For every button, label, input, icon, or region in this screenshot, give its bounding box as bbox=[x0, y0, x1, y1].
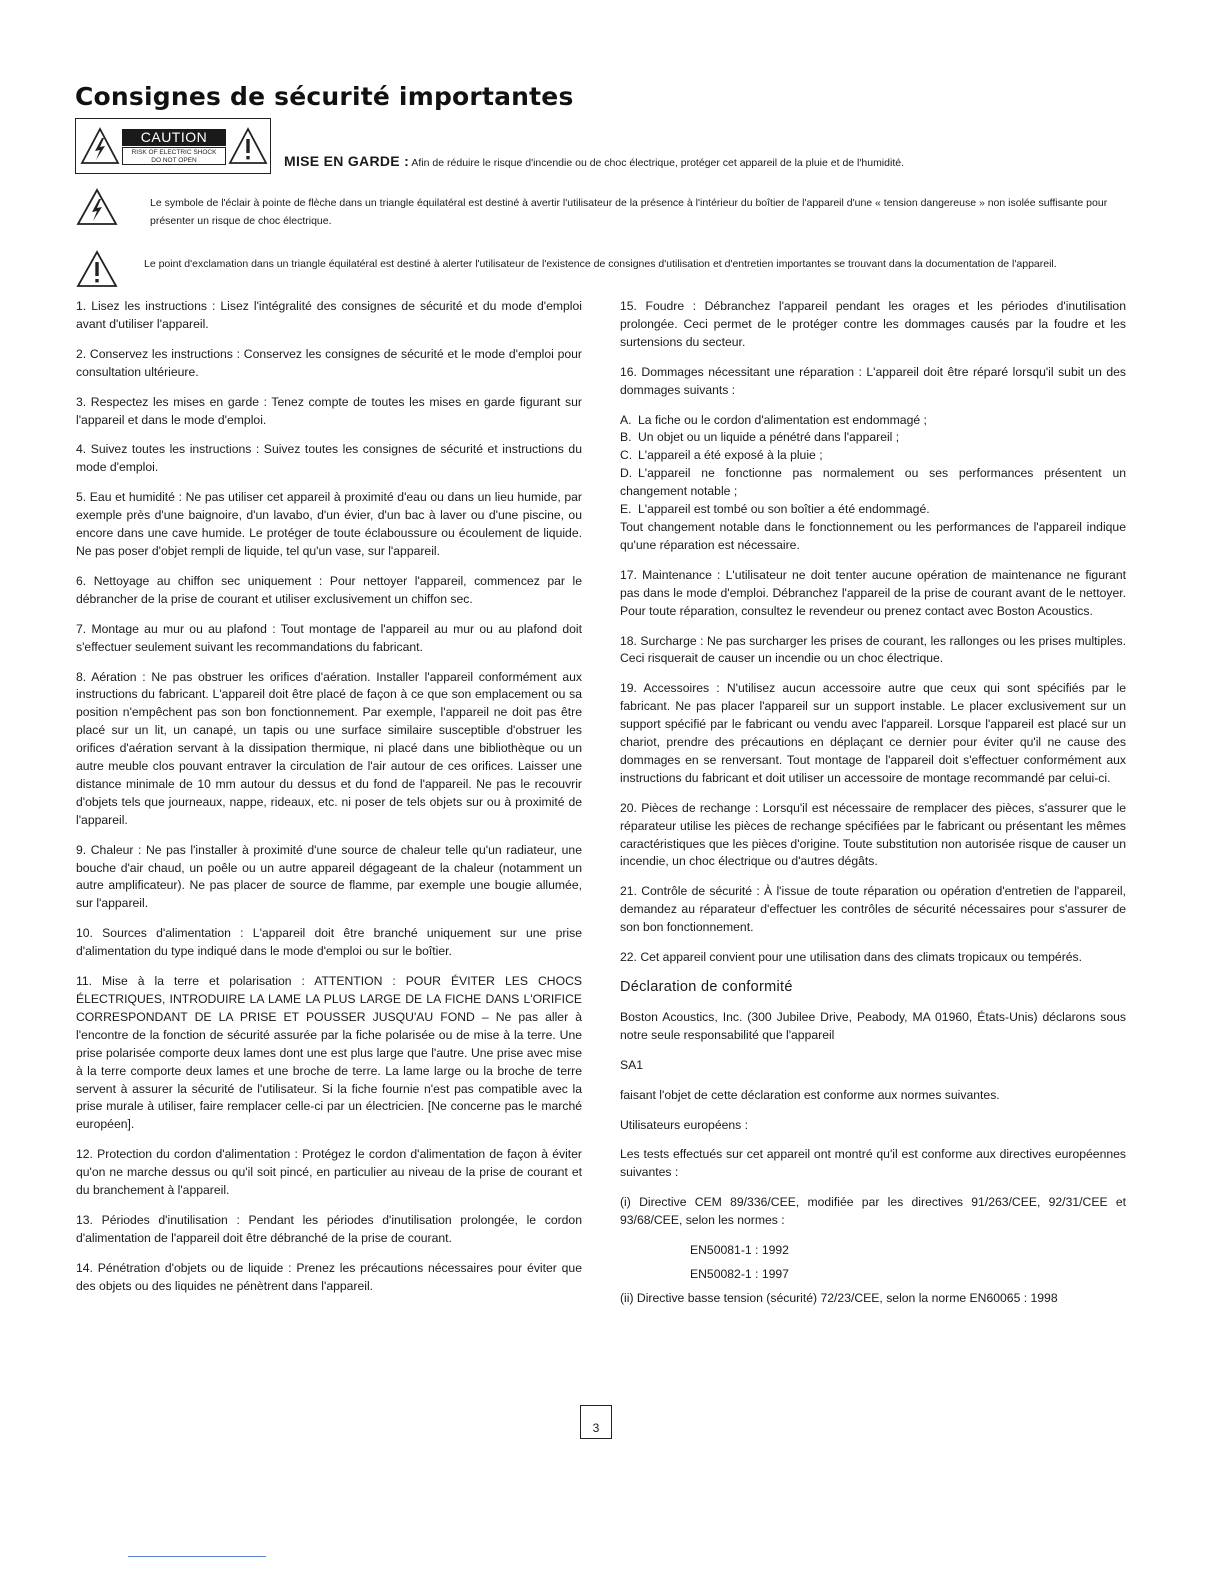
declaration-tests: Les tests effectués sur cet appareil ont montré qu'il est conforme aux directives européennes suivantes : bbox=[620, 1147, 1126, 1180]
safety-item-6: 6. Nettoyage au chiffon sec uniquement : Pour nettoyer l'appareil, commencez par le débrancher de la prise de courant et utiliser exclusivement un chiffon sec. bbox=[76, 573, 582, 606]
safety-item-2: 2. Conservez les instructions : Conservez les consignes de sécurité et le mode d'emploi pour consultation ultérieure. bbox=[76, 346, 582, 379]
damage-item: C. L'appareil a été exposé à la pluie ; bbox=[620, 448, 823, 463]
safety-item-14: 14. Pénétration d'objets ou de liquide : Prenez les précautions nécessaires pour éviter que des objets ou des liquides ne pénètrent dans l'appareil. bbox=[76, 1260, 582, 1293]
damage-item: A. La fiche ou le cordon d'alimentation est endommagé ; bbox=[620, 412, 927, 427]
safety-item-10: 10. Sources d'alimentation : L'appareil doit être branché uniquement sur une prise d'alimentation du type indiqué dans le mode d'emploi ou sur le boîtier. bbox=[76, 926, 582, 959]
safety-item-7: 7. Montage au mur ou au plafond : Tout montage de l'appareil au mur ou au plafond doit s'effectuer seulement suivant les recommandations du fabricant. bbox=[76, 621, 582, 654]
safety-item-13: 13. Périodes d'inutilisation : Pendant les périodes d'inutilisation prolongée, le cordon d'alimentation de l'appareil doit être débranché de la prise de courant. bbox=[76, 1212, 582, 1245]
safety-item-11: 11. Mise à la terre et polarisation : ATTENTION : POUR ÉVITER LES CHOCS ÉLECTRIQUES, INTRODUIRE LA LAME LA PLUS LARGE DE LA FICHE DANS L'ORIFICE CORRESPONDANT DE LA PRISE ET POUSSER JUSQU'AU FOND – Ne pas aller à l'encontre de la fonction de sécurité assurée par la fiche polarisée ou de mise à la terre. Une prise polarisée comporte deux lames dont une est plus large que l'autre. Une prise avec mise à la terre comporte deux lames et une broche de terre. La lame large ou la broche de terre servent à assurer la sécurité de l'utilisateur. Si la fiche fournie n'est pas compatible avec la prise murale à utiliser, faire remplacer celle-ci par un électricien. [Ne concerne pas le marché européen]. bbox=[76, 974, 582, 1132]
caution-subtext: RISK OF ELECTRIC SHOCK DO NOT OPEN bbox=[122, 147, 226, 165]
declaration-directive-2: (ii) Directive basse tension (sécurité) 72/23/CEE, selon la norme EN60065 : 1998 bbox=[620, 1290, 1058, 1305]
lightning-symbol-note: Le symbole de l'éclair à pointe de flèche dans un triangle équilatéral est destiné à avertir l'utilisateur de la présence à l'intérieur du boîtier de l'appareil d'une « tension dangereuse » non isolée suffisante pour présenter un risque de choc électrique. bbox=[150, 197, 1108, 227]
damage-list bbox=[620, 412, 1126, 519]
exclamation-symbol-note: Le point d'exclamation dans un triangle équilatéral est destiné à alerter l'utilisateur de l'existence de consignes d'utilisation et d'entretien importantes se trouvant dans la documentation de l'appareil. bbox=[144, 258, 1057, 270]
safety-item-5: 5. Eau et humidité : Ne pas utiliser cet appareil à proximité d'eau ou dans un lieu humide, par exemple près d'une baignoire, d'un lavabo, d'un évier, d'un bac à laver ou d'une piscine, ou encore dans une cave humide. Le protéger de toute éclaboussure ou écoulement de liquide. Ne pas poser d'objet rempli de liquide, tel qu'un vase, sur l'appareil. bbox=[76, 490, 582, 558]
exclamation-triangle-icon bbox=[76, 250, 118, 288]
declaration-directive-1: (i) Directive CEM 89/336/CEE, modifiée par les directives 91/263/CEE, 92/31/CEE et 93/68/CEE, selon les normes : bbox=[620, 1195, 1126, 1228]
declaration-conform: faisant l'objet de cette déclaration est conforme aux normes suivantes. bbox=[620, 1087, 1000, 1102]
page-title: Consignes de sécurité importantes bbox=[75, 82, 574, 111]
declaration-norm-2: EN50082-1 : 1997 bbox=[690, 1266, 789, 1281]
declaration-users: Utilisateurs européens : bbox=[620, 1117, 749, 1132]
safety-item-20: 20. Pièces de rechange : Lorsqu'il est nécessaire de remplacer des pièces, s'assurer que le réparateur utilise les pièces de rechange spécifiées par le fabricant ou présentant les mêmes caractéristiques que les pièces d'origine. Toute substitution non autorisée risque de causer un incendie, un choc électrique ou d'autres dégâts. bbox=[620, 800, 1126, 869]
footer-rule bbox=[128, 1556, 266, 1557]
safety-item-22: 22. Cet appareil convient pour une utilisation dans des climats tropicaux ou tempérés. bbox=[620, 950, 1083, 965]
safety-item-16-outro: Tout changement notable dans le fonctionnement ou les performances de l'appareil indique qu'une réparation est nécessaire. bbox=[620, 519, 1126, 552]
caution-label: CAUTION bbox=[122, 129, 226, 146]
safety-item-3: 3. Respectez les mises en garde : Tenez compte de toutes les mises en garde figurant sur l'appareil et dans le mode d'emploi. bbox=[76, 394, 582, 427]
lightning-warning-icon bbox=[80, 127, 120, 165]
safety-item-18: 18. Surcharge : Ne pas surcharger les prises de courant, les rallonges ou les prises multiples. Ceci risquerait de causer un incendie ou un choc électrique. bbox=[620, 633, 1126, 666]
caution-label-box bbox=[75, 118, 271, 174]
safety-item-21: 21. Contrôle de sécurité : À l'issue de toute réparation ou opération d'entretien de l'appareil, demandez au réparateur d'effectuer les contrôles de sécurité nécessaires pour s'assurer de son bon fonctionnement. bbox=[620, 884, 1126, 935]
declaration-norm-1: EN50081-1 : 1992 bbox=[690, 1243, 789, 1258]
lightning-triangle-icon bbox=[76, 188, 118, 226]
page-number: 3 bbox=[580, 1405, 612, 1439]
safety-item-15: 15. Foudre : Débranchez l'appareil pendant les orages et les périodes d'inutilisation prolongée. Ceci permet de le protéger contre les dommages causés par la foudre et les surtensions du secteur. bbox=[620, 299, 1126, 349]
mise-en-garde-text: Afin de réduire le risque d'incendie ou de choc électrique, protéger cet appareil de la pluie et de l'humidité. bbox=[411, 157, 904, 169]
mise-en-garde-label: MISE EN GARDE : bbox=[284, 153, 410, 169]
declaration-heading: Déclaration de conformité bbox=[620, 979, 793, 995]
exclamation-warning-icon bbox=[228, 127, 268, 165]
right-column bbox=[620, 298, 1126, 1320]
damage-item: B. Un objet ou un liquide a pénétré dans l'appareil ; bbox=[620, 430, 900, 445]
safety-item-1: 1. Lisez les instructions : Lisez l'intégralité des consignes de sécurité et du mode d'emploi avant d'utiliser l'appareil. bbox=[76, 299, 582, 331]
safety-item-19: 19. Accessoires : N'utilisez aucun accessoire autre que ceux qui sont spécifiés par le fabricant. Ne pas placer l'appareil sur un support instable. Le placer exclusivement sur un support spécifié par le fabricant ou vendu avec l'appareil. Lorsque l'appareil est placé sur un chariot, prendre des précautions en déplaçant ce dernier pour éviter qu'il ne cause des dommages en se renversant. Tout montage de l'appareil doit s'effectuer conformément aux instructions du fabricant et doit utiliser un accessoire de montage recommandé par celui-ci. bbox=[620, 681, 1126, 785]
safety-item-8: 8. Aération : Ne pas obstruer les orifices d'aération. Installer l'appareil conformément aux instructions du fabricant. L'appareil doit être placé de façon à ce que son emplacement ou sa position n'empêchent pas son bon fonctionnement. Par exemple, l'appareil ne doit pas être placé sur un lit, un canapé, un tapis ou une surface similaire susceptible d'obstruer les orifices d'aération servant à la dissipation thermique, ni placé dans une bibliothèque ou un autre meuble clos pouvant entraver la circulation de l'air autour de ces orifices. Laisser une distance minimale de 10 mm autour du dessus et du fond de l'appareil. Ne pas le recouvrir d'objets tels que journeaux, nappe, rideaux, etc. ni poser de tels objets sur ou à proximité de l'appareil. bbox=[76, 669, 582, 827]
safety-item-9: 9. Chaleur : Ne pas l'installer à proximité d'une source de chaleur telle qu'un radiateur, une bouche d'air chaud, un poêle ou un autre appareil dégageant de la chaleur (notamment un autre amplificateur). Ne pas placer de source de flamme, par exemple une bougie allumée, sur l'appareil. bbox=[76, 842, 582, 911]
declaration-model: SA1 bbox=[620, 1057, 644, 1072]
damage-item: E. L'appareil est tombé ou son boîtier a été endommagé. bbox=[620, 502, 930, 517]
mise-en-garde-line bbox=[284, 153, 904, 169]
damage-item: D. L'appareil ne fonctionne pas normalement ou ses performances présentent un changement notable ; bbox=[620, 466, 1126, 499]
safety-item-12: 12. Protection du cordon d'alimentation : Protégez le cordon d'alimentation de façon à éviter qu'on ne marche dessus ou qu'il soit pincé, en particulier au niveau de la prise de courant et du branchement à l'appareil. bbox=[76, 1147, 582, 1198]
left-column bbox=[76, 298, 582, 1308]
safety-item-4: 4. Suivez toutes les instructions : Suivez toutes les consignes de sécurité et instructions du mode d'emploi. bbox=[76, 442, 582, 475]
safety-item-16-intro: 16. Dommages nécessitant une réparation : L'appareil doit être réparé lorsqu'il subit un des dommages suivants : bbox=[620, 364, 1126, 397]
declaration-intro: Boston Acoustics, Inc. (300 Jubilee Drive, Peabody, MA 01960, États-Unis) déclarons sous notre seule responsabilité que l'appareil bbox=[620, 1009, 1126, 1042]
safety-item-17: 17. Maintenance : L'utilisateur ne doit tenter aucune opération de maintenance ne figurant pas dans le mode d'emploi. Débranchez l'appareil de la prise de courant avant de le nettoyer. Pour toute réparation, consultez le revendeur ou prenez contact avec Boston Acoustics. bbox=[620, 567, 1126, 618]
